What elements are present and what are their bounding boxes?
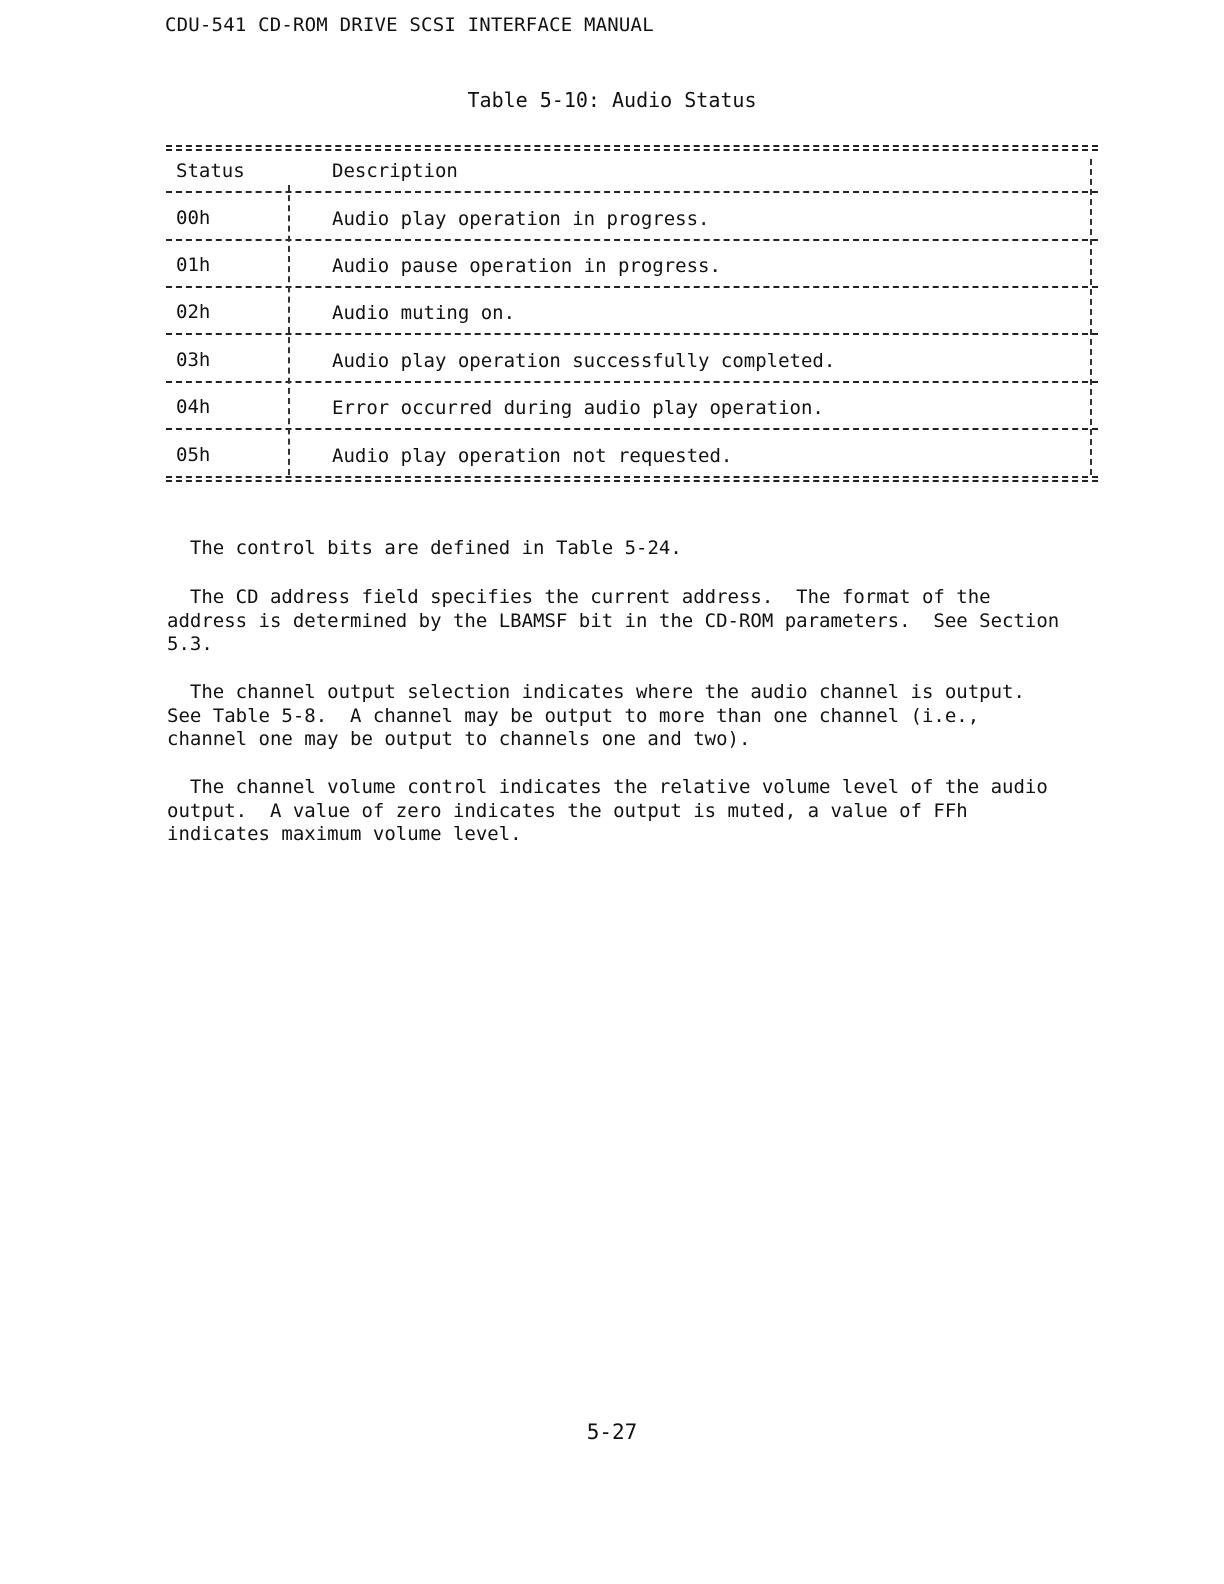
row-separator — [166, 428, 1098, 430]
row-separator — [166, 191, 1098, 193]
status-code: 02h — [176, 301, 211, 323]
row-separator — [166, 333, 1098, 335]
status-description: Audio play operation not requested. — [332, 445, 733, 467]
status-description: Audio muting on. — [332, 302, 516, 324]
row-separator — [166, 381, 1098, 383]
status-code: 05h — [176, 444, 211, 466]
column-divider — [288, 185, 290, 475]
paragraph-channel-output: The channel output selection indicates where the audio channel is output. See Table 5-8. A channel may be output to more than one channel (i.e., channel one may be output to channels one and two). — [167, 681, 1025, 750]
status-code: 01h — [176, 254, 211, 276]
row-separator — [166, 239, 1098, 241]
table-bottom-rule — [166, 476, 1098, 482]
column-header-description: Description — [332, 160, 458, 182]
running-header: CDU-541 CD-ROM DRIVE SCSI INTERFACE MANUAL — [165, 14, 654, 36]
table-right-edge — [1090, 159, 1092, 475]
paragraph-control-bits: The control bits are defined in Table 5-24. — [167, 537, 682, 559]
paragraph-channel-volume: The channel volume control indicates the relative volume level of the audio output. A value of zero indicates the output is muted, a value of FFh indicates maximum volume level. — [167, 776, 1048, 845]
paragraph-cd-address: The CD address field specifies the current address. The format of the address is determined by the LBAMSF bit in the CD-ROM parameters. See Section 5.3. — [167, 586, 1060, 655]
status-description: Audio play operation successfully completed. — [332, 350, 836, 372]
status-description: Error occurred during audio play operation. — [332, 397, 824, 419]
audio-status-table — [166, 145, 1098, 485]
status-description: Audio play operation in progress. — [332, 208, 710, 230]
page-number: 5-27 — [586, 1420, 638, 1444]
row-separator — [166, 286, 1098, 288]
table-top-rule — [166, 145, 1098, 151]
status-code: 04h — [176, 396, 211, 418]
status-description: Audio pause operation in progress. — [332, 255, 721, 277]
status-code: 00h — [176, 207, 211, 229]
column-header-status: Status — [176, 160, 245, 182]
table-caption: Table 5-10: Audio Status — [467, 88, 757, 112]
status-code: 03h — [176, 349, 211, 371]
